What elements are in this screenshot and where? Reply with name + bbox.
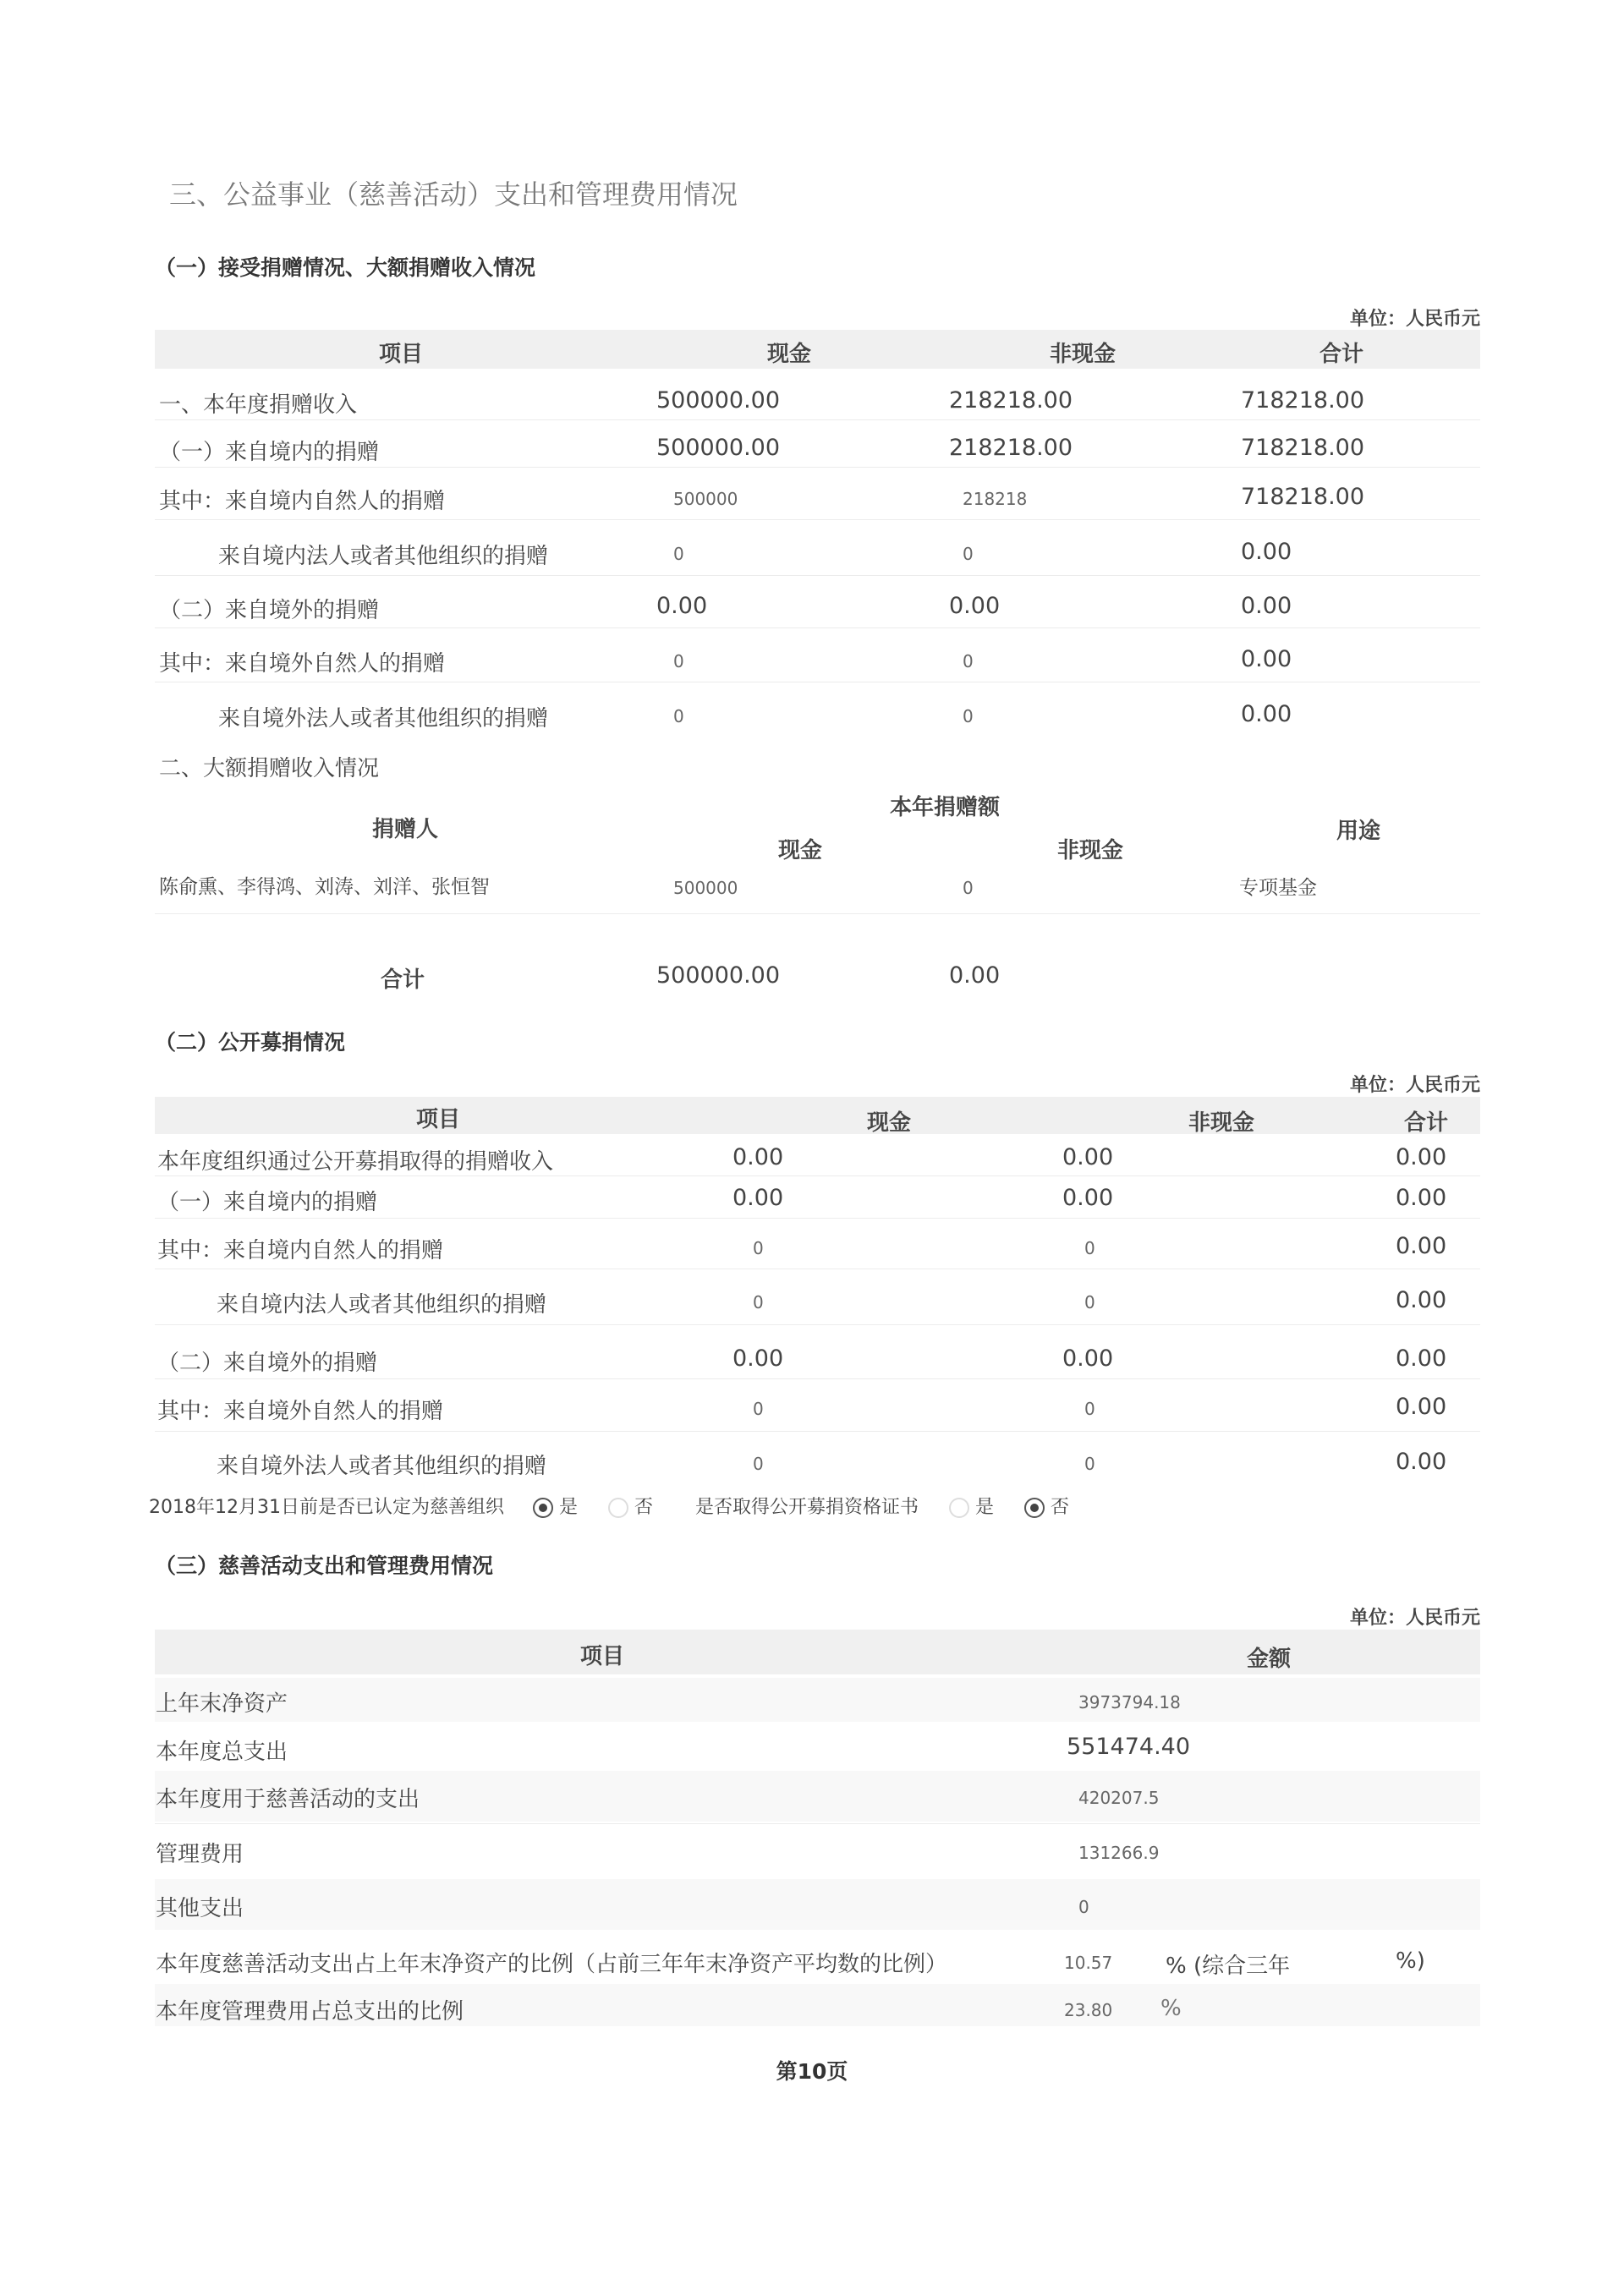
s2-row-label: 本年度组织通过公开募捐取得的捐赠收入 bbox=[157, 1149, 554, 1175]
s1-row-total: 0.00 bbox=[1241, 593, 1292, 619]
s2-header-cash: 现金 bbox=[867, 1110, 912, 1136]
s2-row-total: 0.00 bbox=[1396, 1287, 1447, 1313]
s3-row-label: 本年度总支出 bbox=[156, 1740, 288, 1765]
radio-q1-yes[interactable] bbox=[533, 1498, 553, 1518]
s2-row-noncash: 0 bbox=[1084, 1292, 1095, 1312]
s1-row-noncash: 0 bbox=[963, 706, 974, 726]
radio-q2-no-label: 否 bbox=[1051, 1497, 1070, 1518]
row-divider bbox=[155, 575, 1480, 576]
large-header-donor: 捐赠人 bbox=[372, 817, 439, 842]
question-charity-org: 2018年12月31日前是否已认定为慈善组织 bbox=[149, 1497, 504, 1518]
s1-row-noncash: 218218.00 bbox=[949, 387, 1073, 414]
s2-row-total: 0.00 bbox=[1396, 1394, 1447, 1420]
large-header-noncash: 非现金 bbox=[1057, 838, 1124, 863]
row-divider bbox=[155, 1378, 1480, 1379]
large-header-cash: 现金 bbox=[778, 838, 823, 863]
s2-row-noncash: 0.00 bbox=[1062, 1345, 1114, 1372]
s1-row-cash: 500000 bbox=[673, 489, 738, 509]
s2-row-total: 0.00 bbox=[1396, 1144, 1447, 1170]
section2-unit: 单位：人民币元 bbox=[1349, 1075, 1480, 1096]
s3-row-value: 551474.40 bbox=[1067, 1734, 1191, 1760]
s3-header-item: 项目 bbox=[580, 1644, 625, 1669]
radio-q1-no[interactable] bbox=[608, 1498, 628, 1518]
s1-row-label: 其中：来自境外自然人的捐赠 bbox=[159, 651, 446, 677]
section3-unit: 单位：人民币元 bbox=[1349, 1608, 1480, 1629]
s1-row-cash: 500000.00 bbox=[656, 387, 781, 414]
charity-status-row bbox=[149, 1493, 1069, 1519]
s3-row-label: 管理费用 bbox=[156, 1842, 244, 1867]
s3-row-label: 本年度管理费用占总支出的比例 bbox=[156, 1999, 464, 2025]
s3-row-label: 上年末净资产 bbox=[156, 1691, 288, 1717]
row-divider bbox=[155, 467, 1480, 468]
s3-row-label: 本年度用于慈善活动的支出 bbox=[156, 1787, 420, 1812]
row-divider bbox=[155, 1823, 1480, 1824]
s3-row-value: 10.57 bbox=[1064, 1953, 1113, 1973]
s2-row-total: 0.00 bbox=[1396, 1345, 1447, 1372]
s2-row-cash: 0.00 bbox=[732, 1345, 784, 1372]
row-divider bbox=[155, 519, 1480, 520]
s2-row-cash: 0 bbox=[753, 1399, 764, 1419]
s3-row-value: 23.80 bbox=[1064, 2000, 1113, 2020]
large-total-cash: 500000.00 bbox=[656, 962, 781, 989]
s2-row-cash: 0.00 bbox=[732, 1144, 784, 1170]
s1-row-cash: 0 bbox=[673, 651, 684, 671]
s1-row-total: 718218.00 bbox=[1241, 387, 1365, 414]
s3-row-label: 其他支出 bbox=[156, 1896, 244, 1921]
s1-row-total: 718218.00 bbox=[1241, 435, 1365, 461]
section1-header-bar bbox=[155, 330, 1480, 369]
s1-row-cash: 0 bbox=[673, 706, 684, 726]
row-divider bbox=[155, 1431, 1480, 1432]
large-total-noncash: 0.00 bbox=[949, 962, 1001, 989]
s3-row-value: 3973794.18 bbox=[1078, 1692, 1181, 1712]
s2-row-cash: 0.00 bbox=[732, 1185, 784, 1211]
s3-row-suffix2: %) bbox=[1396, 1948, 1425, 1974]
s1-row-total: 0.00 bbox=[1241, 701, 1292, 727]
radio-q1-no-label: 否 bbox=[634, 1497, 654, 1518]
row-divider bbox=[155, 419, 1480, 420]
s1-header-total: 合计 bbox=[1320, 342, 1364, 367]
s2-row-noncash: 0 bbox=[1084, 1454, 1095, 1474]
section1-unit: 单位：人民币元 bbox=[1349, 309, 1480, 330]
s2-row-noncash: 0.00 bbox=[1062, 1144, 1114, 1170]
s2-row-label: （一）来自境内的捐赠 bbox=[157, 1190, 378, 1215]
row-divider bbox=[155, 1324, 1480, 1325]
s2-row-label: （二）来自境外的捐赠 bbox=[157, 1351, 378, 1376]
page-number: 第10页 bbox=[776, 2059, 848, 2084]
section2-heading: （二）公开募捐情况 bbox=[155, 1030, 346, 1055]
s1-row-noncash: 0 bbox=[963, 651, 974, 671]
s3-row-value: 0 bbox=[1078, 1897, 1089, 1917]
s2-row-total: 0.00 bbox=[1396, 1185, 1447, 1211]
s2-header-total: 合计 bbox=[1404, 1110, 1449, 1136]
row-divider bbox=[155, 627, 1480, 628]
s2-row-noncash: 0 bbox=[1084, 1238, 1095, 1258]
s3-row-value: 420207.5 bbox=[1078, 1788, 1160, 1808]
s1-row-label: （一）来自境内的捐赠 bbox=[159, 440, 380, 465]
page-title: 三、公益事业（慈善活动）支出和管理费用情况 bbox=[169, 178, 738, 211]
row-background bbox=[155, 1678, 1480, 1722]
s1-header-item: 项目 bbox=[379, 342, 424, 367]
s1-row-noncash: 218218 bbox=[963, 489, 1028, 509]
large-row-donor: 陈俞熏、李得鸿、刘涛、刘洋、张恒智 bbox=[159, 876, 490, 898]
s2-header-noncash: 非现金 bbox=[1188, 1110, 1255, 1136]
s2-row-noncash: 0.00 bbox=[1062, 1185, 1114, 1211]
section3-heading: （三）慈善活动支出和管理费用情况 bbox=[155, 1553, 494, 1578]
radio-q1-yes-label: 是 bbox=[558, 1497, 578, 1518]
question-fundraising-cert: 是否取得公开募捐资格证书 bbox=[695, 1497, 919, 1518]
s2-row-label: 来自境外法人或者其他组织的捐赠 bbox=[217, 1454, 547, 1479]
s1-row-noncash: 218218.00 bbox=[949, 435, 1073, 461]
s1-row-cash: 0.00 bbox=[656, 593, 708, 619]
s1-row-label: （二）来自境外的捐赠 bbox=[159, 598, 380, 623]
s1-row-total: 0.00 bbox=[1241, 646, 1292, 672]
large-row-noncash: 0 bbox=[963, 878, 974, 898]
radio-q2-no[interactable] bbox=[1024, 1498, 1045, 1518]
row-divider bbox=[155, 1175, 1480, 1176]
large-header-amount: 本年捐赠额 bbox=[890, 795, 1001, 820]
s1-row-noncash: 0.00 bbox=[949, 593, 1001, 619]
s2-row-label: 来自境内法人或者其他组织的捐赠 bbox=[217, 1292, 547, 1318]
s2-row-cash: 0 bbox=[753, 1292, 764, 1312]
s2-row-cash: 0 bbox=[753, 1238, 764, 1258]
s2-row-label: 其中：来自境外自然人的捐赠 bbox=[157, 1399, 444, 1424]
section1-heading: （一）接受捐赠情况、大额捐赠收入情况 bbox=[155, 255, 536, 280]
s1-row-label: 一、本年度捐赠收入 bbox=[159, 392, 358, 418]
s2-row-label: 其中：来自境内自然人的捐赠 bbox=[157, 1238, 444, 1263]
s2-header-item: 项目 bbox=[416, 1107, 461, 1132]
s1-row-total: 0.00 bbox=[1241, 539, 1292, 565]
radio-q2-yes[interactable] bbox=[949, 1498, 969, 1518]
s1-row-cash: 500000.00 bbox=[656, 435, 781, 461]
s1-row-total: 718218.00 bbox=[1241, 484, 1365, 510]
s3-row-label: 本年度慈善活动支出占上年末净资产的比例（占前三年年末净资产平均数的比例） bbox=[156, 1952, 948, 1977]
row-background bbox=[155, 1879, 1480, 1930]
s2-row-cash: 0 bbox=[753, 1454, 764, 1474]
large-total-label: 合计 bbox=[381, 967, 425, 993]
s1-row-label: 来自境外法人或者其他组织的捐赠 bbox=[218, 706, 549, 732]
radio-q2-yes-label: 是 bbox=[975, 1497, 995, 1518]
s3-row-suffix: % bbox=[1160, 1996, 1182, 2021]
s1-row-cash: 0 bbox=[673, 544, 684, 564]
large-header-purpose: 用途 bbox=[1336, 819, 1381, 844]
section2-header-bar bbox=[155, 1097, 1480, 1134]
s2-row-total: 0.00 bbox=[1396, 1233, 1447, 1259]
row-divider bbox=[155, 1218, 1480, 1219]
s1-row-label: 其中：来自境内自然人的捐赠 bbox=[159, 489, 446, 514]
row-divider bbox=[155, 913, 1480, 914]
large-donation-label: 二、大额捐赠收入情况 bbox=[159, 756, 380, 781]
s3-row-suffix: % (综合三年 bbox=[1166, 1954, 1291, 1979]
s2-row-total: 0.00 bbox=[1396, 1449, 1447, 1475]
s2-row-noncash: 0 bbox=[1084, 1399, 1095, 1419]
large-row-purpose: 专项基金 bbox=[1239, 877, 1317, 899]
large-row-cash: 500000 bbox=[673, 878, 738, 898]
s1-header-cash: 现金 bbox=[767, 342, 812, 367]
s1-row-label: 来自境内法人或者其他组织的捐赠 bbox=[218, 544, 549, 569]
s1-row-noncash: 0 bbox=[963, 544, 974, 564]
s3-row-value: 131266.9 bbox=[1078, 1843, 1160, 1863]
s3-header-amount: 金额 bbox=[1247, 1647, 1292, 1672]
s1-header-noncash: 非现金 bbox=[1050, 342, 1116, 367]
